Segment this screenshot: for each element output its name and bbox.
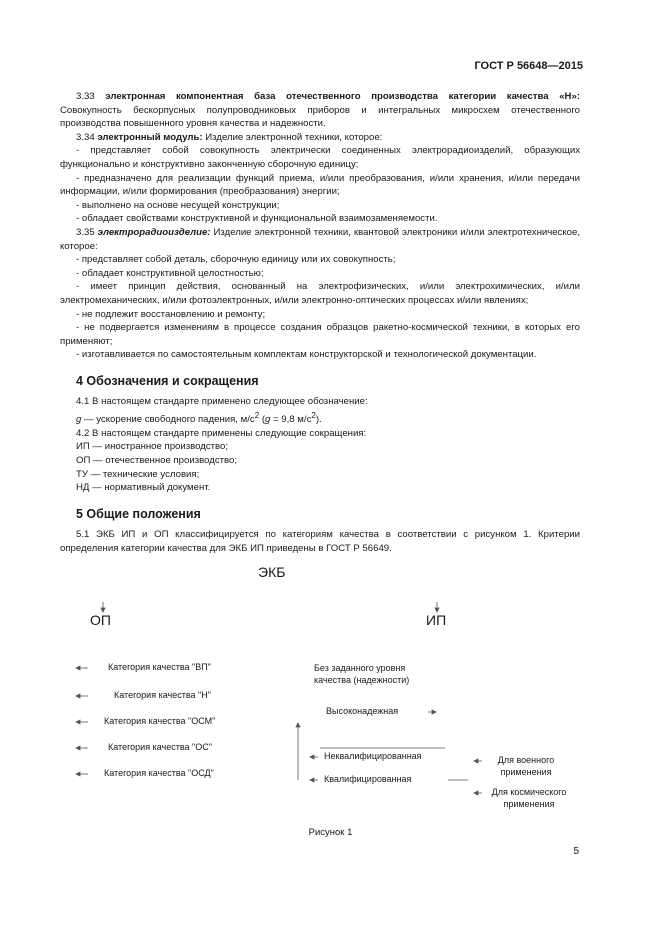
list-item: - не подлежит восстановлению и ремонту;	[76, 308, 266, 320]
definition-3-34: 3.34 электронный модуль: Изделие электронной техники, которое:	[76, 131, 383, 143]
classification-diagram	[0, 560, 661, 850]
document-body	[60, 90, 580, 556]
paragraph-4-2: 4.2 В настоящем стандарте применены следующие сокращения:	[76, 427, 367, 439]
term-3-34: электронный модуль:	[97, 131, 203, 143]
list-item: - представляет собой совокупность электрически соединенных электрорадиоизделий, образующих функционально и конструктивно законченную сборочную единицу;	[60, 145, 580, 170]
list-item: - имеет принцип действия, основанный на электрофизических, и/или электрохимических, и/или электромеханических, и/или фотоэлектронных, и/или электронно-оптических процессах и/или явлениях;	[60, 281, 580, 306]
list-item: - обладает свойствами конструктивной и функциональной взаимозаменяемости.	[76, 213, 438, 225]
standard-code: ГОСТ Р 56648—2015	[474, 60, 583, 72]
ip-unqualified: Неквалифицированная	[324, 751, 422, 761]
category-osm: Категория качества "ОСМ"	[104, 716, 216, 726]
abbreviation: НД — нормативный документ.	[76, 482, 211, 494]
arrow-head	[76, 666, 80, 670]
category-osd: Категория качества "ОСД"	[104, 768, 214, 778]
section-4-title: 4 Обозначения и сокращения	[76, 373, 259, 388]
list-item: - представляет собой деталь, сборочную единицу или их совокупность;	[76, 254, 396, 266]
figure-caption: Рисунок 1	[308, 827, 353, 838]
category-n: Категория качества "Н"	[114, 690, 211, 700]
term-3-35: электрорадиоизделие:	[97, 226, 211, 238]
list-item: - не подвергается изменениям в процессе создания образцов ракетно-космической техники, в которых его применяют;	[60, 322, 580, 347]
term-3-33: электронная компонентная база отечественного производства категории качества «Н»:	[105, 91, 580, 102]
list-item: - выполнено на основе несущей конструкции;	[76, 199, 280, 211]
diagram-ip-label: ИП	[426, 612, 447, 628]
ip-qualified: Квалифицированная	[324, 774, 412, 784]
paragraph-4-1: 4.1 В настоящем стандарте применено следующее обозначение:	[76, 396, 368, 408]
arrow-head	[76, 746, 80, 750]
arrow-head	[296, 723, 300, 727]
paragraph-5-1: 5.1 ЭКБ ИП и ОП классифицируется по категориям качества в соответствии с рисунком 1. Критерии определения категории качества для ЭКБ ИП приведены в ГОСТ Р 56649.	[60, 529, 580, 554]
arrow-head	[76, 694, 80, 698]
abbreviation: ОП — отечественное производство;	[76, 455, 238, 467]
definition-3-33: 3.33 электронная компонентная база отечественного производства категории качества «Н»: Совокупность бескорпусных полупроводниковых приборов и интегральных микросхем отечественного производства повышенного уровня качества и надежности.	[60, 91, 580, 130]
ip-military: Для военного применения	[497, 755, 555, 777]
category-vp: Категория качества "ВП"	[108, 662, 211, 672]
list-item: - предназначено для реализации функций приема, и/или преобразования, и/или хранения, и/или передачи информации, и/или формирования (преобразования) энергии;	[60, 172, 580, 198]
arrow-head	[76, 772, 80, 776]
arrow-head	[432, 710, 436, 714]
diagram-root-label: ЭКБ	[258, 564, 286, 580]
diagram-op-label: ОП	[90, 612, 111, 628]
abbreviation: ТУ — технические условия;	[76, 468, 200, 480]
page-number: 5	[573, 846, 579, 857]
abbreviation: ИП — иностранное производство;	[76, 441, 229, 453]
definition-3-35: 3.35 электрорадиоизделие: Изделие электронной техники, квантовой электроники и/или электротехническое, которое:	[60, 226, 581, 252]
arrow-head	[76, 720, 80, 724]
arrow-head	[310, 778, 314, 782]
arrow-head	[474, 759, 478, 763]
section-5-title: 5 Общие положения	[76, 506, 201, 521]
category-os: Категория качества "ОС"	[108, 742, 212, 752]
ip-no-level: Без заданного уровня качества (надежности)	[314, 663, 410, 685]
symbol-definition: g — ускорение свободного падения, $м/с^2$ (g = 9,8 $м/с^2$).	[76, 411, 322, 426]
arrow-head	[474, 791, 478, 795]
ip-space: Для космического применения	[491, 787, 567, 809]
arrow-head	[310, 755, 314, 759]
list-item: - изготавливается по самостоятельным комплектам конструкторской и технологической документации.	[76, 349, 537, 361]
ip-high-reliability: Высоконадежная	[326, 706, 399, 716]
list-item: - обладает конструктивной целостностью;	[76, 267, 264, 279]
